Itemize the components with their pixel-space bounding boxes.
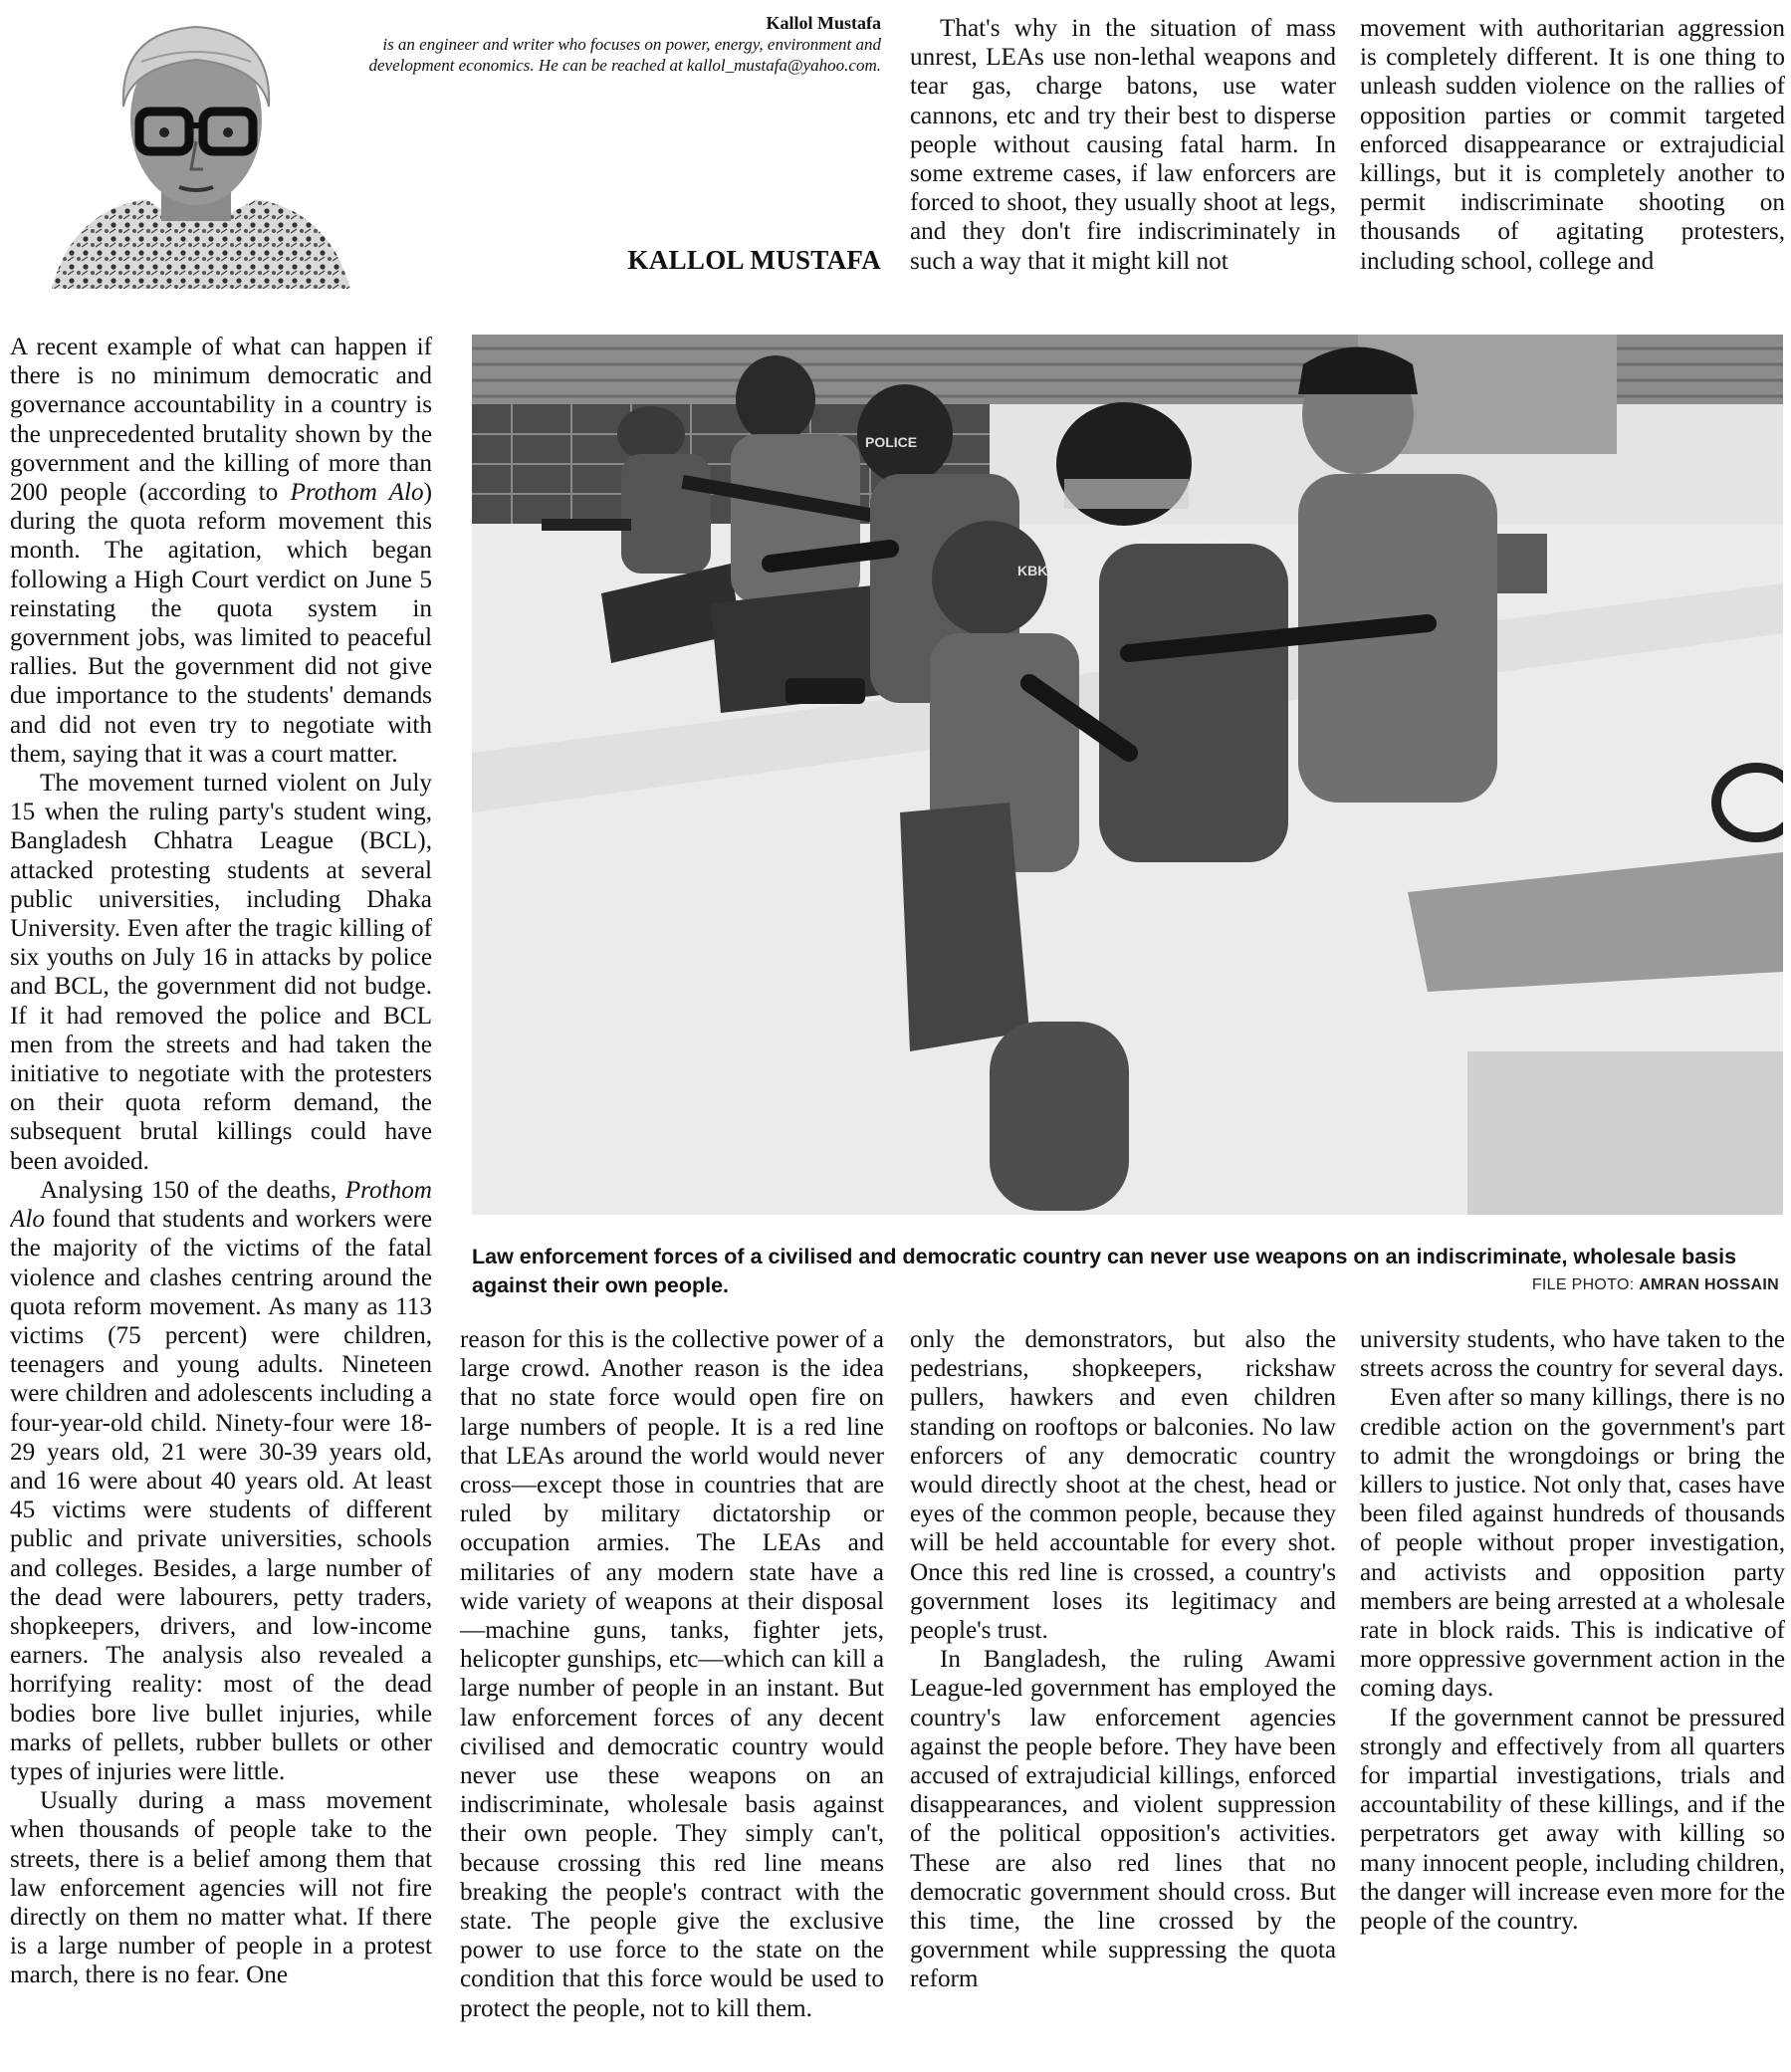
paragraph: only the demonstrators, but also the pedestrians, shopkeepers, rickshaw pullers, hawkers and even children standing on rooftops or balconies. No law enforcers of any democratic country would directly shoot at the chest, head or eyes of the common people, because they will be held accountable for every shot. Once this red line is crossed, a country's government loses its legitimacy and people's trust.: [910, 1326, 1336, 1645]
text-run: A recent example of what can happen if there is no minimum democratic and governance accountability in a country is the unprecedented brutality shown by the government and the killing of more than 200 people (according to: [10, 334, 432, 507]
credit-prefix: FILE PHOTO:: [1531, 1276, 1635, 1293]
column-3: [910, 1325, 1336, 2066]
photo-credit: [1532, 1276, 1779, 1294]
column-top-middle: [910, 14, 1336, 309]
column-top-right: [1360, 14, 1785, 309]
text-run: found that students and workers were the majority of the victims of the fatal violence and clashes centring around the quota reform movement. As many as 113 victims (75 percent) were children, teenagers and young adults. Nineteen were children and adolescents including a four-year-old child. Ninety-four were 18-29 years old, 21 were 30-39 years old, and 16 were about 40 years old. At least 45 victims were students of different public and private universities, schools and colleges. Besides, a large number of the dead were labourers, petty traders, shopkeepers, drivers, and low-income earners. The analysis also revealed a horrifying reality: most of the dead bodies bore live bullet injuries, while marks of pellets, rubber bullets or other types of injuries were little.: [10, 1206, 432, 1785]
news-photo: [472, 335, 1783, 1215]
column-1: [10, 333, 432, 2065]
paragraph: university students, who have taken to the streets across the country for several days.: [1360, 1326, 1785, 1383]
publication-name: Prothom Alo: [290, 479, 424, 507]
paragraph: Even after so many killings, there is no credible action on the government's part to admit the wrongdoings or bring the killers to justice. Not only that, cases have been filed against hundreds of thousands of people without proper investigation, and activists and opposition party members are being arrested at a wholesale rate in block raids. This is indicative of more oppressive government action in the coming days.: [1360, 1384, 1785, 1703]
paragraph: The movement turned violent on July 15 when the ruling party's student wing, Bangladesh Chhatra League (BCL), attacked protesting students at several public universities, including Dhaka University. Even after the tragic killing of six youths on July 16 in attacks by police and BCL, the government did not budge. If it had removed the police and BCL men from the streets and had taken the initiative to negotiate with the protesters on their quota reform demand, the subsequent brutal killings could have been avoided.: [10, 770, 432, 1175]
column-4: [1360, 1325, 1785, 2066]
author-name-caps: KALLOL MUSTAFA: [627, 245, 881, 275]
author-name: Kallol Mustafa: [766, 13, 881, 33]
paragraph: [10, 1176, 432, 1786]
paragraph: That's why in the situation of mass unrest, LEAs use non-lethal weapons and tear gas, charge batons, use water cannons, etc and try their best to disperse people without causing fatal harm. In some extreme cases, if law enforcers are forced to shoot, they usually shoot at legs, and they don't fire indiscriminately in such a way that it might kill not: [910, 15, 1336, 275]
author-portrait: [12, 12, 350, 289]
publication-name: Prothom Alo: [10, 1176, 432, 1234]
paragraph: If the government cannot be pressured strongly and effectively from all quarters for impartial investigations, trials and accountability of these killings, and if the perpetrators get away with killing so many innocent people, including children, the danger will increase even more for the people of the country.: [1360, 1704, 1785, 1936]
paragraph: In Bangladesh, the ruling Awami League-led government has employed the country's law enforcement agencies against the people before. They have been accused of extrajudicial killings, enforced disappearances, and violent suppression of the political opposition's activities. These are also red lines that no democratic government should cross. But this time, the line crossed by the government while suppressing the quota reform: [910, 1646, 1336, 1993]
text-run: Analysing 150 of the deaths,: [40, 1176, 345, 1204]
author-byline: [358, 12, 881, 76]
paragraph: Usually during a mass movement when thousands of people take to the streets, there is a belief among them that law enforcement agencies will not fire directly on them no matter what. If there is a large number of people in a protest march, there is no fear. One: [10, 1787, 432, 1989]
photo-caption: Law enforcement forces of a civilised and democratic country can never use weapons on an indiscriminate, wholesale basis against their own people.: [472, 1245, 1737, 1297]
helmet-marking: KBK: [1017, 563, 1048, 578]
paragraph: [10, 333, 432, 769]
column-2: [460, 1325, 884, 2066]
credit-name: AMRAN HOSSAIN: [1639, 1276, 1779, 1293]
police-label-small: POLICE: [865, 434, 918, 450]
paragraph: movement with authoritarian aggression is completely different. It is one thing to unleash sudden violence on the rallies of opposition parties or commit targeted enforced disappearance or extrajudicial killings, but it is completely another to permit indiscriminate shooting on thousands of agitating protesters, including school, college and: [1360, 15, 1785, 275]
text-run: ) during the quota reform movement this month. The agitation, which began following a High Court verdict on June 5 reinstating the quota system in government jobs, was limited to peaceful rallies. But the government did not give due importance to the students' demands and did not even try to negotiate with them, saying that it was a court matter.: [10, 479, 432, 768]
author-bio: is an engineer and writer who focuses on power, energy, environment and development economics. He can be reached at kallol_mustafa@yahoo.com.: [368, 35, 881, 75]
paragraph: reason for this is the collective power of a large crowd. Another reason is the idea that no state force would open fire on large numbers of people. It is a red line that LEAs around the world would never cross—except those in countries that are ruled by military dictatorship or occupation armies. The LEAs and militaries of any modern state have a wide variety of weapons at their disposal—machine guns, tanks, fighter jets, helicopter gunships, etc—which can kill a large number of people in an instant. But law enforcement forces of any decent civilised and democratic country would never use these weapons on an indiscriminate, wholesale basis against their own people. They simply can't, because crossing this red line means breaking the people's contract with the state. The people give the exclusive power to use force to the state on the condition that this force would be used to protect the people, not to kill them.: [460, 1326, 884, 2022]
